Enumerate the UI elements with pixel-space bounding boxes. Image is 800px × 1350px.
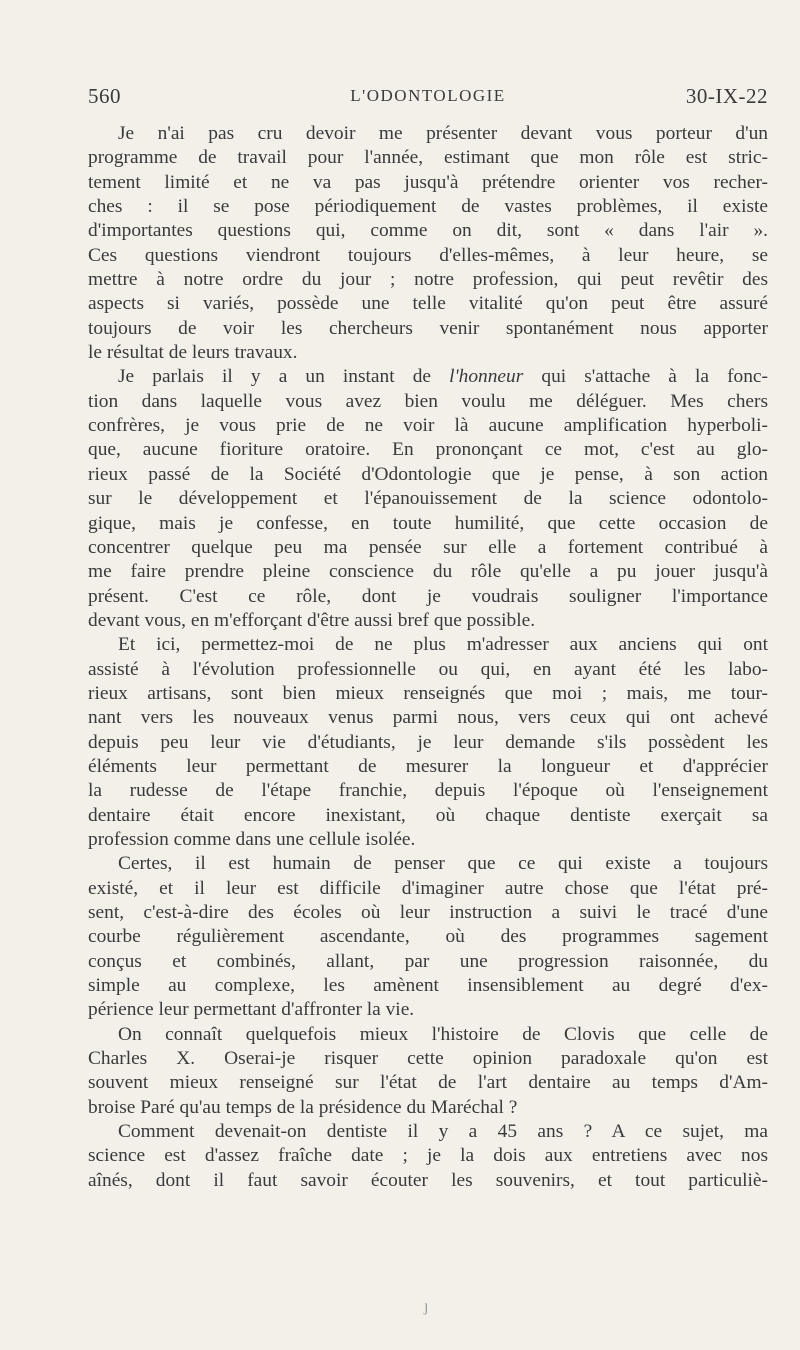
emphasized-word: l'honneur [449, 366, 524, 388]
text-line: Comment devenait-on dentiste il y a 45 ans ? A ce sujet, ma [118, 1121, 768, 1143]
paragraph-3 [88, 633, 768, 852]
text-line: gique, mais je confesse, en toute humilité, que cette occasion de [88, 512, 768, 534]
text-line: aînés, dont il faut savoir écouter les souvenirs, et tout particuliè- [88, 1169, 768, 1191]
paragraph-2 [88, 365, 768, 633]
text-line: d'importantes questions qui, comme on dit, sont « dans l'air ». [88, 220, 768, 242]
text-line: existé, et il leur est difficile d'imaginer autre chose que l'état pré- [88, 877, 768, 899]
text-line: Charles X. Oserai-je risquer cette opinion paradoxale qu'on est [88, 1048, 768, 1070]
text-line: mettre à notre ordre du jour ; notre profession, qui peut revêtir des [88, 269, 768, 291]
text-line: que, aucune fioriture oratoire. En prononçant ce mot, c'est au glo- [88, 439, 768, 461]
text-line: me faire prendre pleine conscience du rôle qu'elle a pu jouer jusqu'à [88, 561, 768, 583]
text-line: devant vous, en m'efforçant d'être aussi bref que possible. [88, 609, 536, 631]
text-line: Certes, il est humain de penser que ce qui existe a toujours [118, 853, 768, 875]
text-line: On connaît quelquefois mieux l'histoire de Clovis que celle de [118, 1023, 768, 1045]
running-head [88, 84, 768, 114]
text-line: nant vers les nouveaux venus parmi nous, vers ceux qui ont achevé [88, 707, 768, 729]
text-line-with-emphasis [88, 365, 768, 389]
page-number: 560 [88, 84, 121, 108]
text-line: dentaire était encore inexistant, où chaque dentiste exerçait sa [88, 804, 768, 826]
text-line: souvent mieux renseigné sur l'état de l'art dentaire au temps d'Am- [88, 1072, 768, 1094]
text-line: assisté à l'évolution professionnelle ou qui, en ayant été les labo- [88, 658, 768, 680]
text-line: concentrer quelque peu ma pensée sur elle a fortement contribué à [88, 536, 768, 558]
line-text: qui s'attache à la fonc- [523, 366, 768, 388]
text-line: science est d'assez fraîche date ; je la dois aux entretiens avec nos [88, 1145, 768, 1167]
text-line: profession comme dans une cellule isolée. [88, 828, 416, 850]
text-line: Je n'ai pas cru devoir me présenter devant vous porteur d'un [118, 123, 768, 144]
paragraph-1 [88, 122, 768, 365]
text-line: le résultat de leurs travaux. [88, 342, 298, 364]
signature-mark: ȷ [424, 1298, 429, 1315]
text-line: la rudesse de l'étape franchie, depuis l'époque où l'enseignement [88, 780, 768, 802]
journal-title: L'ODONTOLOGIE [350, 86, 506, 105]
text-line: sent, c'est-à-dire des écoles où leur instruction a suivi le tracé d'une [88, 902, 768, 923]
body-text [88, 122, 768, 1193]
text-line: Et ici, permettez-moi de ne plus m'adresser aux anciens qui ont [118, 634, 768, 656]
text-line: rieux passé de la Société d'Odontologie que je pense, à son action [88, 463, 768, 485]
text-line: toujours de voir les chercheurs venir spontanément nous apporter [88, 317, 768, 339]
text-line: courbe régulièrement ascendante, où des programmes sagement [88, 926, 768, 948]
text-line: ches : il se pose périodiquement de vastes problèmes, il existe [88, 196, 768, 218]
text-line: présent. C'est ce rôle, dont je voudrais souligner l'importance [88, 585, 768, 607]
text-line: confrères, je vous prie de ne voir là aucune amplification hyperboli- [88, 415, 768, 437]
paragraph-5 [88, 1023, 768, 1120]
text-line: broise Paré qu'au temps de la présidence du Maréchal ? [88, 1096, 518, 1118]
paragraph-6 [88, 1120, 768, 1193]
text-line: Ces questions viendront toujours d'elles-mêmes, à leur heure, se [88, 244, 768, 266]
issue-date: 30-IX-22 [685, 84, 768, 108]
text-line: éléments leur permettant de mesurer la longueur et d'apprécier [88, 755, 768, 777]
text-line: aspects si variés, possède une telle vitalité qu'on peut être assuré [88, 293, 768, 315]
text-line: depuis peu leur vie d'étudiants, je leur demande s'ils possèdent les [88, 731, 768, 753]
text-line: programme de travail pour l'année, estimant que mon rôle est stric- [88, 147, 768, 169]
paragraph-4 [88, 852, 768, 1022]
text-line: périence leur permettant d'affronter la vie. [88, 999, 415, 1021]
text-line: rieux artisans, sont bien mieux renseignés que moi ; mais, me tour- [88, 682, 768, 704]
text-line: tion dans laquelle vous avez bien voulu me déléguer. Mes chers [88, 390, 768, 412]
text-line: conçus et combinés, allant, par une progression raisonnée, du [88, 950, 768, 972]
text-line: sur le développement et l'épanouissement de la science odontolo- [88, 488, 768, 510]
text-line: tement limité et ne va pas jusqu'à prétendre orienter vos recher- [88, 171, 768, 193]
line-text: Je parlais il y a un instant de [118, 366, 450, 388]
text-line: simple au complexe, les amènent insensiblement au degré d'ex- [88, 975, 768, 997]
